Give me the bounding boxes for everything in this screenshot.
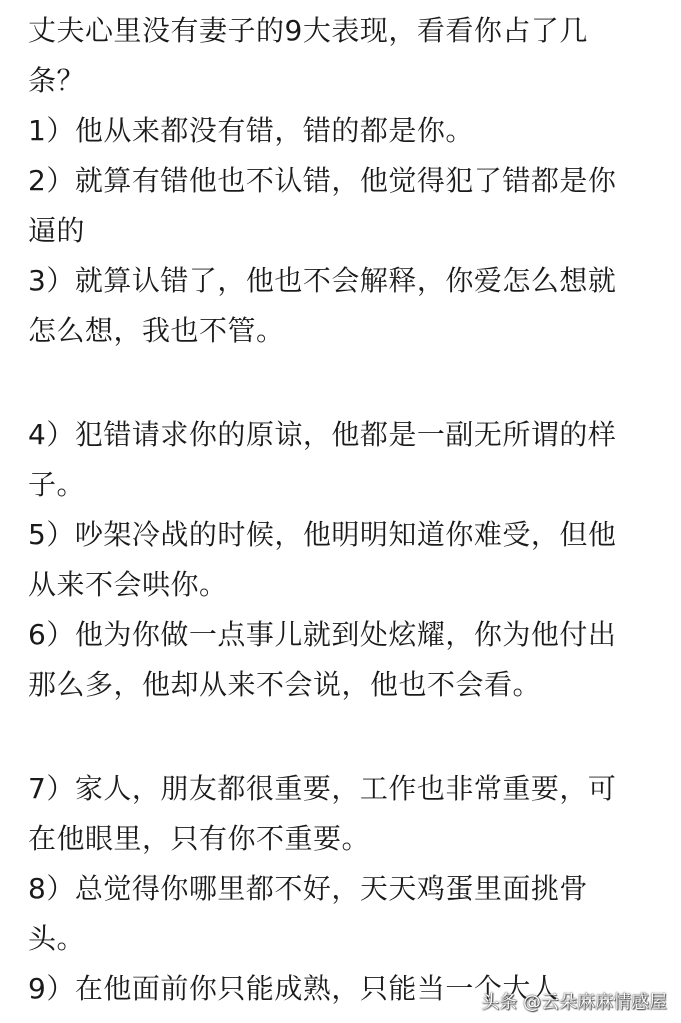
list-item-9-line-1: 9）在他面前你只能成熟，只能当一个大人 — [28, 972, 560, 1005]
list-item-2-line-1: 2）就算有错他也不认错，他觉得犯了错都是你 — [28, 164, 617, 197]
article-title-line-2: 条？ — [28, 64, 86, 97]
list-item-2-line-2: 逼的 — [28, 214, 86, 247]
list-item-4-line-1: 4）犯错请求你的原谅，他都是一副无所谓的样 — [28, 418, 617, 451]
source-watermark: 头条 @云朵麻麻情感屋 — [481, 992, 667, 1013]
list-item-6-line-1: 6）他为你做一点事儿就到处炫耀，你为他付出 — [28, 618, 617, 651]
list-item-8-line-2: 头。 — [28, 922, 86, 955]
list-item-8-line-1: 8）总觉得你哪里都不好，天天鸡蛋里面挑骨 — [28, 872, 588, 905]
list-item-7-line-1: 7）家人，朋友都很重要，工作也非常重要，可 — [28, 772, 617, 805]
list-item-4-line-2: 子。 — [28, 468, 86, 501]
list-item-5-line-1: 5）吵架冷战的时候，他明明知道你难受，但他 — [28, 518, 617, 551]
list-item-3-line-1: 3）就算认错了，他也不会解释，你爱怎么想就 — [28, 264, 617, 297]
list-item-1: 1）他从来都没有错，错的都是你。 — [28, 114, 474, 147]
article-title-line-1: 丈夫心里没有妻子的9大表现，看看你占了几 — [28, 14, 588, 47]
list-item-6-line-2: 那么多，他却从来不会说，他也不会看。 — [28, 668, 542, 701]
paragraph-gap — [28, 356, 668, 410]
paragraph-gap — [28, 710, 668, 764]
article-body — [28, 0, 668, 1014]
list-item-5-line-2: 从来不会哄你。 — [28, 568, 228, 601]
list-item-3-line-2: 怎么想，我也不管。 — [28, 314, 285, 347]
list-item-7-line-2: 在他眼里，只有你不重要。 — [28, 822, 371, 855]
